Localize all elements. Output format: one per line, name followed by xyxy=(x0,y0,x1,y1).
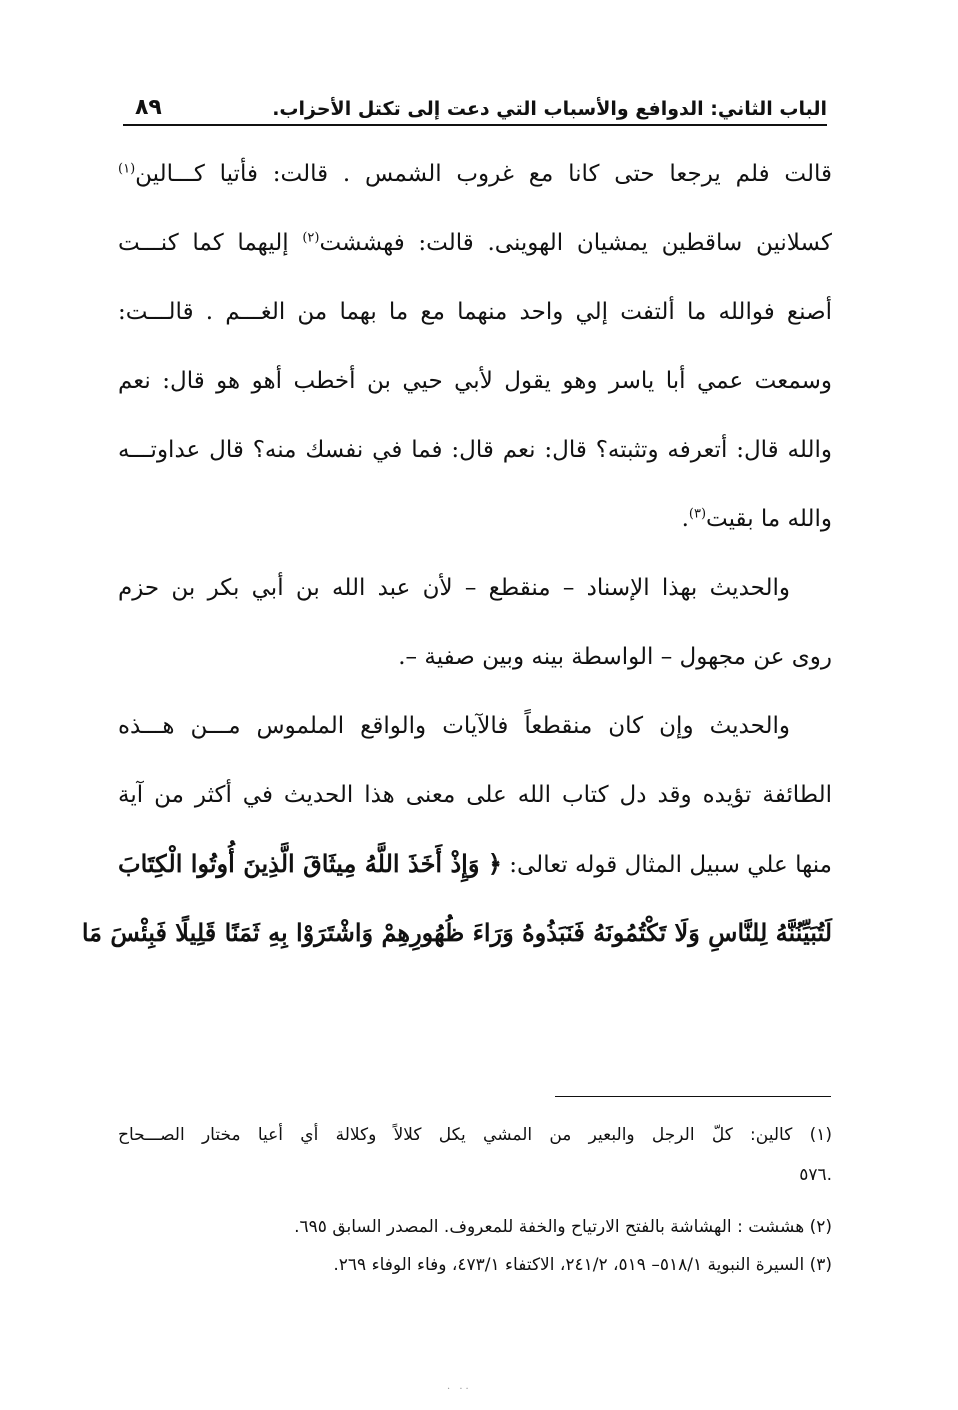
text-line-10: الطائفة تؤيده وقد دل كتاب الله على معنى هذا الحديث في أكثر من آية xyxy=(118,782,832,808)
footnote-3: (٣) السيرة النبوية ٥١٨/١– ٥١٩، ٢٤١/٢، الاكتفاء ٤٧٣/١، وفاء الوفاء ٢٦٩. xyxy=(333,1255,832,1275)
text-line-9: والحديث وإن كان منقطعاً فالآيات والواقع الملموس مـــن هـــذه xyxy=(118,713,790,739)
main-text xyxy=(81,146,833,974)
footnote-2: (٢) هششت : الهشاشة بالفتح الارتياح والخفة للمعروف. المصدر السابق ٦٩٥. xyxy=(294,1217,832,1237)
text-line-5: والله قال: أتعرفه وتثبته؟ قال: نعم قال: فما في نفسك منه؟ قال عداوتـــه xyxy=(118,437,832,463)
page-number: ٨٩ xyxy=(135,95,162,120)
footnotes xyxy=(118,1116,832,1284)
quran-verse-line: لَتُبَيِّنُنَّهُ لِلنَّاسِ وَلَا تَكْتُمُونَهُ فَنَبَذُوهُ وَرَاءَ ظُهُورِهِمْ وَاشْتَرَوْا بِهِ ثَمَنًا قَلِيلًا فَبِئْسَ مَا xyxy=(81,918,832,947)
chapter-title: الباب الثاني: الدوافع والأسباب التي دعت إلى تكتل الأحزاب. xyxy=(272,98,827,120)
text-line-11: منها علي سبيل المثال قوله تعالى: ﴿ وَإِذْ أَخَذَ اللَّهُ مِيثَاقَ الَّذِينَ أُوتُوا الْكِتَابَ xyxy=(118,849,832,878)
text-line-1: قالت فلم يرجعا حتى كانا مع غروب الشمس . قالت: فأتيا كـــالين$^{(١)}$ xyxy=(118,161,832,187)
footnote-ref-1: (١) xyxy=(118,161,136,177)
quran-verse-start: ﴿ وَإِذْ أَخَذَ اللَّهُ مِيثَاقَ الَّذِينَ أُوتُوا الْكِتَابَ xyxy=(118,849,502,878)
text-line-4: وسمعت عمي أبا ياسر وهو يقول لأبي حيي بن أخطب أهو هو قال: نعم xyxy=(118,368,832,394)
text-line-3: أصنع فوالله ما ألتفت إلي واحد منهما مع ما بهما من الغـــم . قالـــت: xyxy=(118,299,832,325)
footnote-1-line-2: .٥٧٦ xyxy=(799,1165,832,1185)
footnote-ref-2: (٢) xyxy=(302,230,320,246)
text-line-8: روى عن مجهول – الواسطة بينه وبين صفية –. xyxy=(398,644,832,670)
text-line-7: والحديث بهذا الإسناد – منقطع – لأن عبد الله بن أبي بكر بن حزم xyxy=(118,575,790,601)
text-line-6: والله ما بقيت$^{(٣)}$. xyxy=(681,506,832,532)
text-line-2: كسلانين ساقطين يمشيان الهوينى. قالت: فهششت$^{(٢)}$ إليهما كما كنـــت xyxy=(118,230,833,256)
scan-artifact-dots: ·· · xyxy=(447,1384,472,1395)
footnote-divider xyxy=(555,1096,831,1097)
footnote-ref-3: (٣) xyxy=(688,506,707,522)
running-header xyxy=(123,92,827,126)
footnote-1-line-1: (١) كالين: كلّ الرجل والبعير من المشي يكل كلالاً وكلالة أي أعيا مختار الصـــحاح xyxy=(118,1125,832,1145)
